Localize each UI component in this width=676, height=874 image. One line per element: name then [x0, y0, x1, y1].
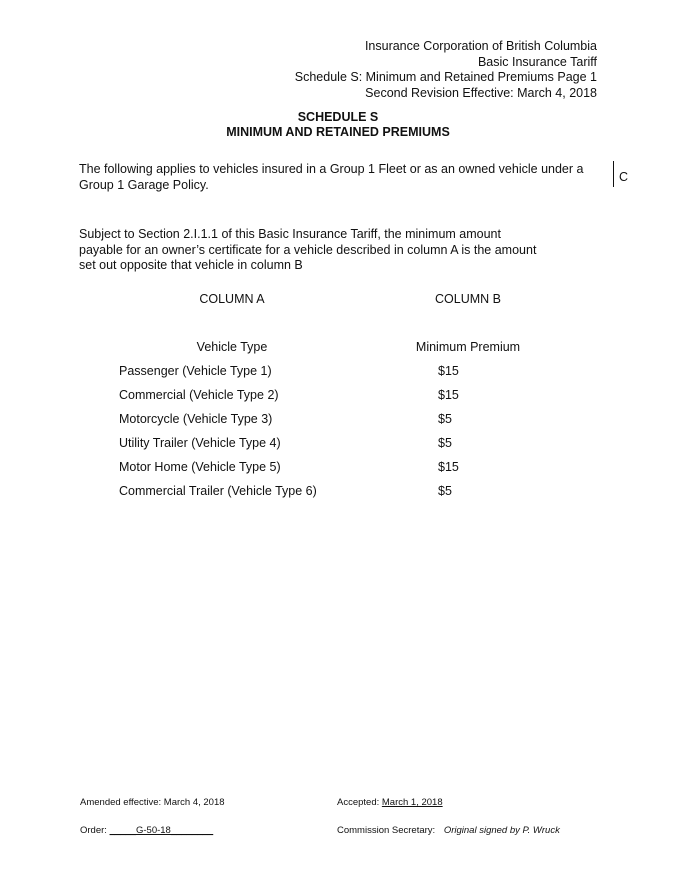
table-row-premium: $15	[438, 364, 459, 378]
subject-line-1: Subject to Section 2.I.1.1 of this Basic Insurance Tariff, the minimum amount	[79, 227, 501, 241]
header-organization: Insurance Corporation of British Columbia	[364, 39, 597, 53]
table-row-type: Motorcycle (Vehicle Type 3)	[119, 412, 273, 426]
subject-paragraph	[79, 227, 536, 274]
title-line-2: MINIMUM AND RETAINED PREMIUMS	[226, 125, 450, 139]
table-row-type: Commercial (Vehicle Type 2)	[119, 388, 279, 402]
header-revision: Second Revision Effective: March 4, 2018	[365, 85, 597, 100]
secretary-field	[337, 825, 560, 836]
table-row-type: Passenger (Vehicle Type 1)	[119, 364, 272, 378]
table-row-premium: $5	[438, 484, 452, 498]
secretary-signature: Original signed by P. Wruck	[443, 825, 560, 836]
secretary-label: Commission Secretary:	[337, 825, 436, 836]
table-row-premium: $5	[438, 436, 452, 450]
minimum-premium-header: Minimum Premium	[415, 340, 521, 354]
accepted-field	[337, 797, 443, 808]
intro-paragraph	[79, 162, 583, 193]
accepted-date: March 1, 2018	[381, 797, 443, 808]
vehicle-type-header: Vehicle Type	[196, 340, 268, 354]
intro-line-2: Group 1 Garage Policy.	[79, 177, 209, 192]
accepted-label: Accepted:	[337, 797, 380, 808]
table-row-type: Utility Trailer (Vehicle Type 4)	[119, 436, 281, 450]
order-number: _____G-50-18________	[109, 825, 214, 836]
order-label: Order:	[80, 825, 107, 836]
subject-line-2: payable for an owner’s certificate for a vehicle described in column A is the amount	[79, 242, 537, 257]
title-line-1: SCHEDULE S	[297, 110, 379, 124]
change-marker: C	[619, 170, 629, 184]
document-header	[295, 39, 597, 101]
table-row-premium: $15	[438, 460, 459, 474]
order-field	[80, 825, 213, 836]
table-row-premium: $15	[438, 388, 459, 402]
subject-line-3: set out opposite that vehicle in column B	[79, 258, 303, 272]
table-row-premium: $5	[438, 412, 452, 426]
column-b-heading: COLUMN B	[435, 292, 501, 306]
schedule-title	[0, 110, 676, 140]
amended-effective: Amended effective: March 4, 2018	[80, 797, 225, 808]
table-row-type: Commercial Trailer (Vehicle Type 6)	[119, 484, 317, 498]
header-tariff: Basic Insurance Tariff	[477, 54, 597, 69]
header-schedule: Schedule S: Minimum and Retained Premiums Page 1	[294, 70, 597, 84]
table-row-type: Motor Home (Vehicle Type 5)	[119, 460, 281, 474]
column-a-heading: COLUMN A	[199, 292, 265, 306]
change-bar	[613, 161, 614, 187]
intro-line-1: The following applies to vehicles insured in a Group 1 Fleet or as an owned vehicle under a	[79, 162, 584, 176]
